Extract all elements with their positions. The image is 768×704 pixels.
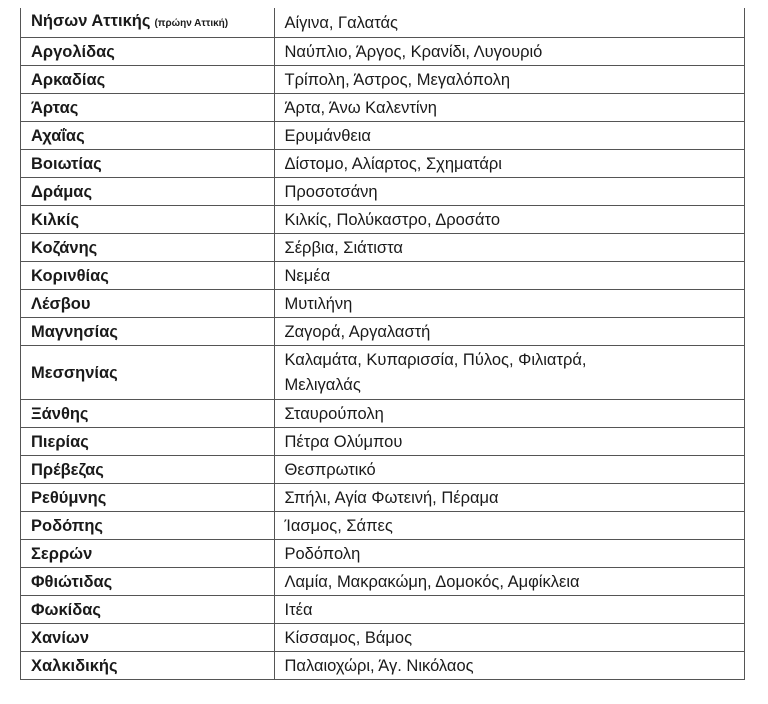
regions-table bbox=[21, 8, 744, 679]
towns-cell: Αίγινα, Γαλατάς bbox=[284, 13, 398, 32]
region-cell: Μεσσηνίας bbox=[21, 346, 274, 400]
towns-cell: Σέρβια, Σιάτιστα bbox=[274, 234, 744, 262]
towns-cell: Ζαγορά, Αργαλαστή bbox=[274, 318, 744, 346]
towns-cell: Ροδόπολη bbox=[274, 540, 744, 568]
towns-cell: Τρίπολη, Άστρος, Μεγαλόπολη bbox=[274, 66, 744, 94]
table-row bbox=[21, 512, 744, 540]
region-cell: Βοιωτίας bbox=[21, 150, 274, 178]
towns-cell: Πέτρα Ολύμπου bbox=[274, 428, 744, 456]
towns-cell: Ναύπλιο, Άργος, Κρανίδι, Λυγουριό bbox=[274, 38, 744, 66]
region-cell: Αρκαδίας bbox=[21, 66, 274, 94]
table-row bbox=[21, 122, 744, 150]
table-row bbox=[21, 290, 744, 318]
region-cell: Φωκίδας bbox=[21, 596, 274, 624]
region-cell: Κορινθίας bbox=[21, 262, 274, 290]
towns-cell: Κίσσαμος, Βάμος bbox=[274, 624, 744, 652]
towns-cell: Παλαιοχώρι, Άγ. Νικόλαος bbox=[274, 652, 744, 680]
table-row bbox=[21, 400, 744, 428]
table-row bbox=[21, 540, 744, 568]
table-row bbox=[21, 38, 744, 66]
towns-cell: Ίασμος, Σάπες bbox=[274, 512, 744, 540]
region-cell: Λέσβου bbox=[21, 290, 274, 318]
region-cell: Ξάνθης bbox=[21, 400, 274, 428]
table-row bbox=[21, 206, 744, 234]
region-note: (πρώην Αττική) bbox=[154, 18, 229, 29]
table-row bbox=[21, 94, 744, 122]
towns-cell: Άρτα, Άνω Καλεντίνη bbox=[274, 94, 744, 122]
region-cell: Αχαΐας bbox=[21, 122, 274, 150]
region-cell: Ρεθύμνης bbox=[21, 484, 274, 512]
region-cell: Δράμας bbox=[21, 178, 274, 206]
region-cell: Σερρών bbox=[21, 540, 274, 568]
table-row bbox=[21, 346, 744, 400]
region-cell: Αργολίδας bbox=[21, 38, 274, 66]
regions-table-container bbox=[20, 8, 745, 680]
towns-cell: Κιλκίς, Πολύκαστρο, Δροσάτο bbox=[274, 206, 744, 234]
region-cell bbox=[21, 8, 274, 38]
table-row bbox=[21, 66, 744, 94]
table-row bbox=[21, 456, 744, 484]
table-row bbox=[21, 178, 744, 206]
region-cell: Πρέβεζας bbox=[21, 456, 274, 484]
table-row bbox=[21, 596, 744, 624]
region-cell: Κιλκίς bbox=[21, 206, 274, 234]
region-cell: Άρτας bbox=[21, 94, 274, 122]
table-row bbox=[21, 428, 744, 456]
towns-cell: Νεμέα bbox=[274, 262, 744, 290]
region-cell: Χανίων bbox=[21, 624, 274, 652]
table-row bbox=[21, 652, 744, 680]
table-row bbox=[21, 484, 744, 512]
table-row bbox=[21, 150, 744, 178]
towns-cell: Μυτιλήνη bbox=[274, 290, 744, 318]
towns-cell: Λαμία, Μακρακώμη, Δομοκός, Αμφίκλεια bbox=[274, 568, 744, 596]
table-row bbox=[21, 624, 744, 652]
towns-cell: Προσοτσάνη bbox=[274, 178, 744, 206]
towns-cell: Δίστομο, Αλίαρτος, Σχηματάρι bbox=[274, 150, 744, 178]
table-row bbox=[21, 234, 744, 262]
towns-cell: Σταυρούπολη bbox=[274, 400, 744, 428]
region-cell: Χαλκιδικής bbox=[21, 652, 274, 680]
towns-cell: Καλαμάτα, Κυπαρισσία, Πύλος, Φιλιατρά, Μελιγαλάς bbox=[274, 346, 744, 400]
towns-cell: Θεσπρωτικό bbox=[274, 456, 744, 484]
table-row bbox=[21, 8, 744, 38]
region-cell: Ροδόπης bbox=[21, 512, 274, 540]
towns-cell: Ερυμάνθεια bbox=[274, 122, 744, 150]
region-cell: Φθιώτιδας bbox=[21, 568, 274, 596]
table-row bbox=[21, 568, 744, 596]
table-row bbox=[21, 262, 744, 290]
towns-cell: Σπήλι, Αγία Φωτεινή, Πέραμα bbox=[274, 484, 744, 512]
towns-cell: Ιτέα bbox=[274, 596, 744, 624]
region-cell: Μαγνησίας bbox=[21, 318, 274, 346]
region-cell: Κοζάνης bbox=[21, 234, 274, 262]
table-row bbox=[21, 318, 744, 346]
region-name: Νήσων Αττικής bbox=[31, 12, 151, 30]
region-cell: Πιερίας bbox=[21, 428, 274, 456]
